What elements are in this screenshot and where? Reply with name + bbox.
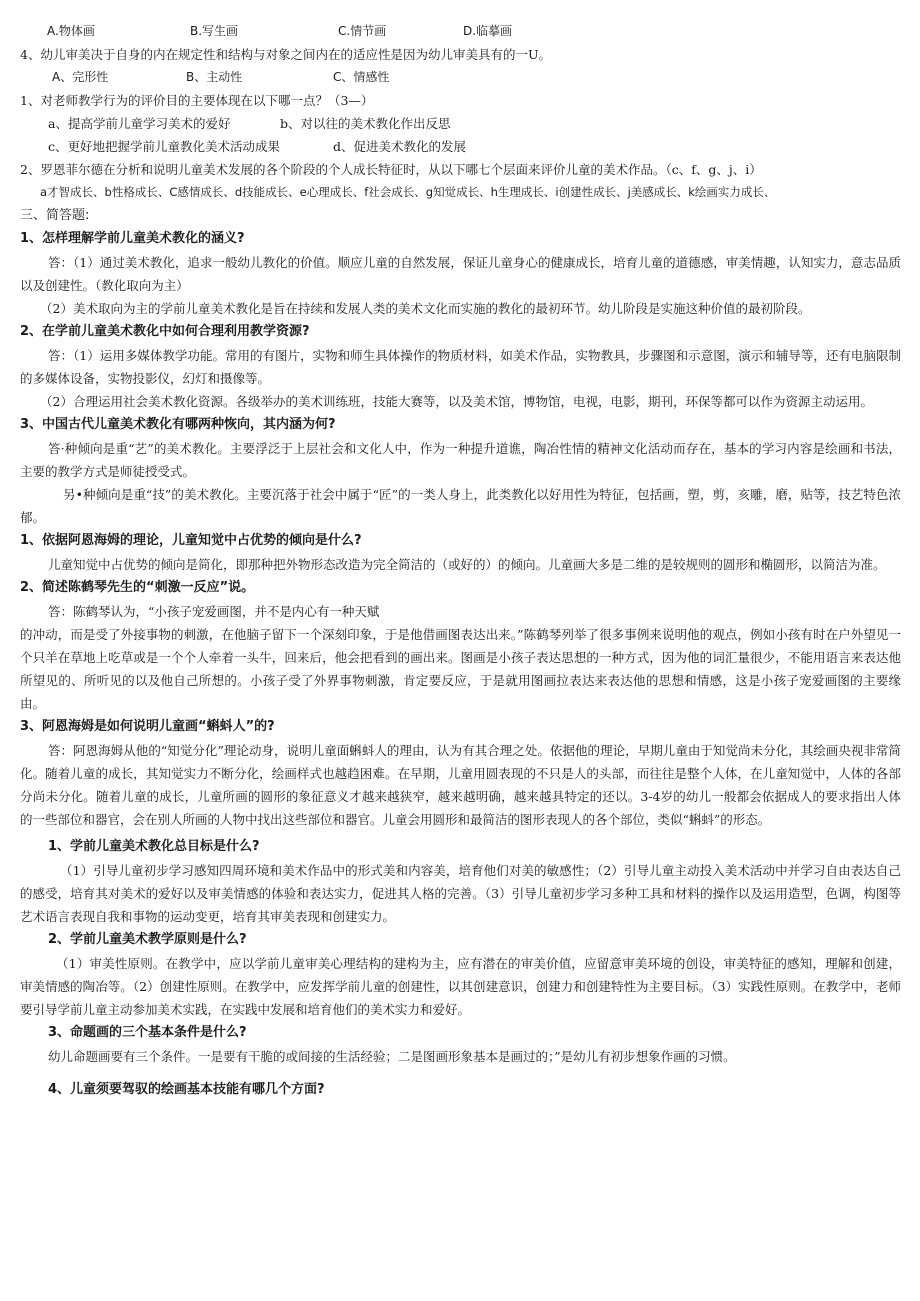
option-b: b、对以往的美术教化作出反思: [280, 116, 451, 131]
answer-paragraph: （2）美术取向为主的学前儿童美术教化是旨在持续和发展人类的美术文化而实施的教化的最初环节。幼儿阶段是实施这种价值的最初阶段。: [40, 301, 811, 316]
answer-paragraph: 答·种倾向是重“艺”的美术教化。主要浮泛于上层社会和文化人中，作为一种提升道谯，陶冶性情的精神文化活动而存在，基本的学习内容是绘画和书法，主要的教学方式是师徒授受式。: [20, 441, 901, 479]
answer-paragraph: 答：陈鹤琴认为，“小孩子宠爱画图，并不是内心有一种天赋: [48, 604, 380, 619]
option-a: A、完形性: [52, 70, 109, 84]
answer-paragraph: 儿童知觉中占优势的倾向是简化，即那种把外物形态改造为完全简洁的（或好的）的倾向。儿童画大多是二维的是较规则的圆形和椭圆形，以简洁为准。: [48, 557, 886, 572]
question-heading: 1、依据阿恩海姆的理论，儿童知觉中占优势的倾向是什么?: [20, 533, 362, 548]
option-c: C、情感性: [333, 70, 390, 84]
section-title: 三、简答题:: [20, 208, 90, 223]
question-heading: 3、中国古代儿童美术教化有哪两种恢向，其内涵为何?: [20, 417, 336, 432]
answer-paragraph: （1）引导儿童初步学习感知四周环境和美术作品中的形式美和内容美，培育他们对美的敏感性；（2）引导儿童主动投入美术活动中并学习自由表达自己的感受，培育其对美术的爱好以及审美情感的体验和表达实力，促进其人格的完善。（3）引导儿童初步学习多种工具和材料的操作以及运用造型，色调，构图等艺术语言表现自我和事物的运动变更，培育其审美表现和创建实力。: [20, 863, 901, 924]
question-heading: 3、命题画的三个基本条件是什么?: [48, 1025, 247, 1040]
option-d: D.临摹画: [463, 24, 513, 38]
option-a: A.物体画: [47, 24, 95, 38]
answer-paragraph: 的冲动，而是受了外接事物的刺激，在他脑子留下一个深刻印象，于是他借画图表达出来。”陈鹤琴列举了很多事例来说明他的观点，例如小孩有时在户外望见一个只羊在草地上吃草或是一个个人牵着一头牛，回来后，他会把看到的画出来。图画是小孩子表达思想的一种方式，因为他的词汇量很少，不能用语言来表达他所望见的、所听见的以及他自己所想的。小孩子受了外界事物刺激，肯定要反应，于是就用图画拉表达来表达他的思想和情感，这是小孩子宠爱画图的主要缘由。: [20, 627, 901, 711]
option-a: a、提高学前儿童学习美术的爱好: [48, 116, 231, 131]
document-page: [20, 20, 901, 1102]
multi-question-1-options-ab: [20, 112, 901, 135]
answer-paragraph: （2）合理运用社会美术教化资源。各级举办的美术训练班，技能大赛等，以及美术馆，博物馆，电视，电影，期刊，环保等都可以作为资源主动运用。: [40, 394, 873, 409]
question-heading: 3、阿恩海姆是如何说明儿童画“蝌蚪人”的?: [20, 719, 275, 734]
question-heading: 2、学前儿童美术教学原则是什么?: [48, 932, 247, 947]
option-d: d、促进美术教化的发展: [333, 139, 467, 154]
answer-paragraph: 答：（1）运用多媒体教学功能。常用的有图片，实物和师生具体操作的物质材料，如美术作品，实物教具，步骤图和示意图，演示和辅导等，还有电脑限制的多媒体设备，实物投影仪，幻灯和摄像等。: [20, 348, 901, 386]
question-heading: 4、儿童须要驾驭的绘画基本技能有哪几个方面?: [48, 1082, 325, 1097]
answer-paragraph: 另•种倾向是重“技”的美术教化。主要沉落于社会中属于“匠”的一类人身上，此类教化以好用性为特征，包括画，塑，剪，亥雕，磨，贴等，技艺特色浓郁。: [20, 487, 901, 525]
answer-paragraph: 答：（1）通过美术教化，追求一般幼儿教化的价值。顺应儿童的自然发展，保证儿童身心的健康成长，培育儿童的道德感，审美情趣，认知实力，意志品质以及创建性。（教化取向为主）: [20, 255, 901, 293]
question-heading: 1、怎样理解学前儿童美术教化的涵义?: [20, 231, 245, 246]
question-4-options: [20, 66, 901, 89]
multi-question-1: 1、对老师教学行为的评价目的主要体现在以下哪一点？（3—）: [20, 93, 374, 108]
option-b: B.写生画: [190, 24, 239, 38]
option-b: B、主动性: [186, 70, 243, 84]
option-c: c、更好地把握学前儿童教化美术活动成果: [48, 139, 281, 154]
answer-paragraph: （1）审美性原则。在教学中，应以学前儿童审美心理结构的建构为主，应有潜在的审美价值，应留意审美环境的创设，审美特征的感知，理解和创建，审美情感的陶冶等。（2）创建性原则。在教学中，应发挥学前儿童的创建性，以其创建意识，创建力和创建特性为主要目标。（3）实践性原则。在教学中，老师要引导学前儿童主动参加美术实践，在实践中发展和培育他们的美术实力和爱好。: [20, 956, 901, 1017]
multi-question-2-options: a才智成长、b性格成长、C感情成长、d技能成长、e心理成长、f社会成长、g知觉成长、h生理成长、i创建性成长、j美感成长、k绘画实力成长、: [40, 185, 776, 199]
multi-question-1-options-cd: [20, 135, 901, 158]
answer-paragraph: 答：阿恩海姆从他的“知觉分化”理论动身，说明儿童面蝌蚪人的理由，认为有其合理之处。依据他的理论，早期儿童由于知觉尚未分化，其绘画央视非常简化。随着儿童的成长，其知觉实力不断分化，绘画样式也越趋困难。在早期，儿童用圆表现的不只是人的头部，而往往是整个人体，在儿童知觉中，人体的各部分尚未分化。随着儿童的成长，儿童所画的圆形的象征意义才越来越狭窄，越来越明确，越来越具特定的还以。3-4岁的幼儿一般都会依据成人的要求指出人体的一些部位和器官，会在别人所画的人物中找出这些部位和器官。儿童会用圆形和最简洁的图形表现人的各个部位，类似“蝌蚪”的形态。: [20, 743, 901, 827]
question-3-options: [20, 20, 901, 43]
question-heading: 2、在学前儿童美术教化中如何合理利用教学资源?: [20, 324, 310, 339]
question-heading: 2、简述陈鹤琴先生的“刺激一反应”说。: [20, 580, 255, 595]
option-c: C.情节画: [338, 24, 387, 38]
multi-question-2: 2、罗恩菲尔德在分析和说明儿童美术发展的各个阶段的个人成长特征时，从以下哪七个层面来评价儿童的美术作品。（c、f、g、j、i）: [20, 162, 762, 177]
answer-paragraph: 幼儿命题画要有三个条件。一是要有干脆的或间接的生活经验；二是图画形象基本是画过的；”是幼儿有初步想象作画的习惯。: [48, 1049, 736, 1064]
question-4: 4、幼儿审美决于自身的内在规定性和结构与对象之间内在的适应性是因为幼儿审美具有的一U。: [20, 47, 551, 62]
question-heading: 1、学前儿童美术教化总目标是什么?: [48, 839, 260, 854]
